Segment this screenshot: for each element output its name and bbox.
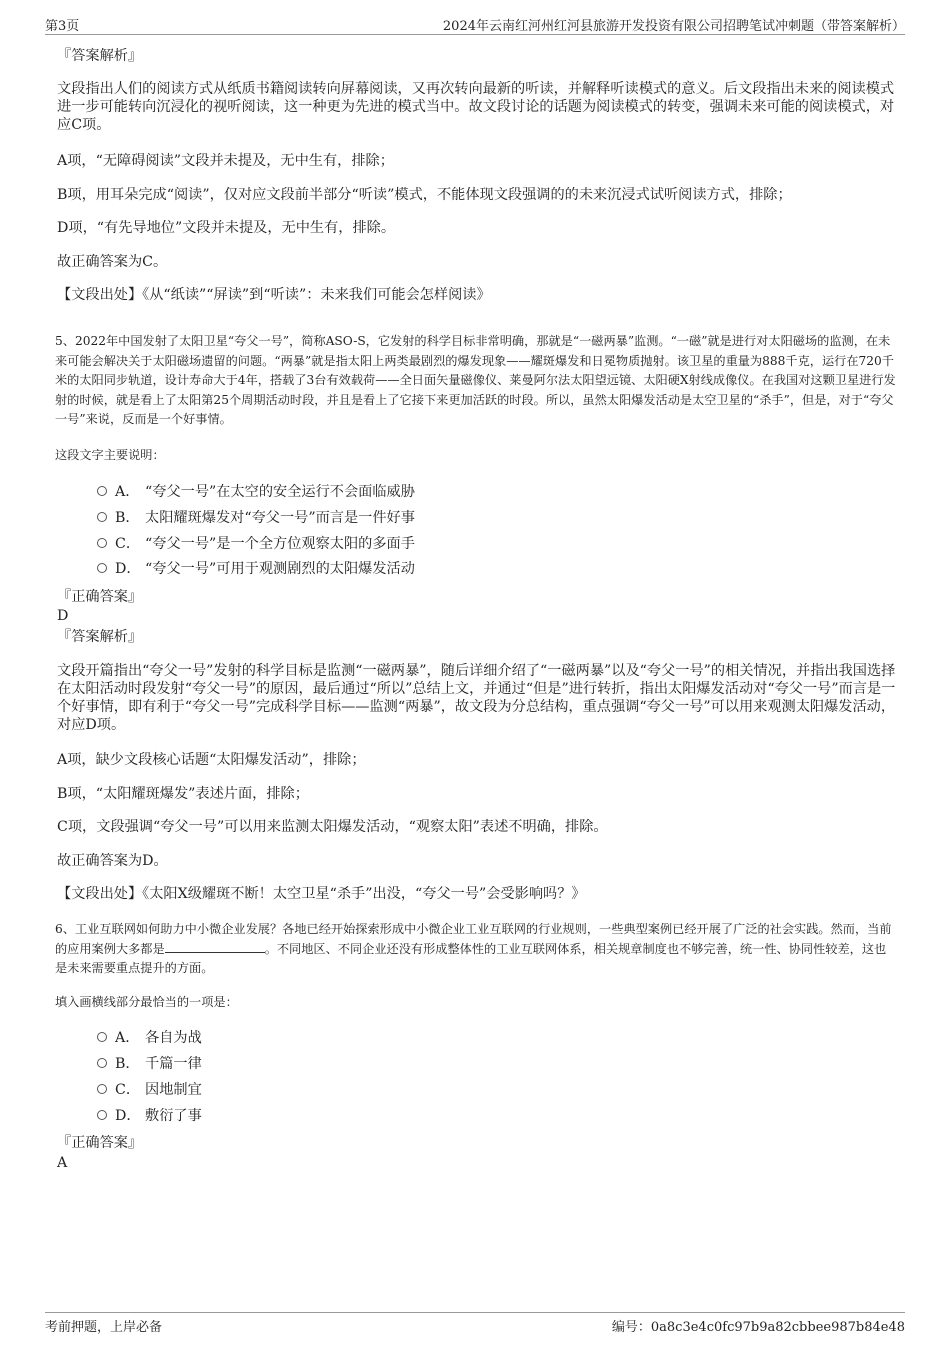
q5-option-b-analysis: B项，“太阳耀斑爆发”表述片面，排除； (57, 786, 309, 802)
q6-stem: 6、工业互联网如何助力中小微企业发展？各地已经开始探索形成中小微企业工业互联网的行业规则，一些典型案例已经开展了广泛的社会实践。然而，当前的应用案例大多都是 。不同地区、不同企业还没有形成整体性的工业互联网体系，相关规章制度也不够完善，统一性、协同性较差，这也是未来需要重点提升的方面。 (55, 922, 892, 975)
q4-option-a-analysis: A项，“无障碍阅读”文段并未提及，无中生有，排除； (57, 153, 394, 169)
document-title: 2024年云南红河州红河县旅游开发投资有限公司招聘笔试冲刺题（带答案解析） (442, 19, 905, 34)
q6-option-a[interactable]: A． 各自为战 (97, 1028, 202, 1048)
q4-option-d-analysis: D项，“有先导地位”文段并未提及，无中生有，排除。 (57, 220, 396, 236)
q5-option-c[interactable]: C． “夸父一号”是一个全方位观察太阳的多面手 (97, 534, 415, 554)
radio-icon[interactable] (97, 1110, 107, 1120)
q5-stem: 5、2022年中国发射了太阳卫星“夸父一号”，简称ASO-S，它发射的科学目标非常明确，那就是“一磁两暴”监测。“一磁”就是进行对太阳磁场的监测，在未来可能会解决关于太阳磁场遗留的问题。“两暴”就是指太阳上两类最剧烈的爆发现象——耀斑爆发和日冕物质抛射。该卫星的重量为888千克，运行在720千米的太阳同步轨道，设计寿命大于4年，搭载了3台有效载荷——全日面矢量磁像仪、莱曼阿尔法太阳望远镜、太阳硬X射线成像仪。在我国对这颗卫星进行发射的时候，就是看上了太阳第25个周期活动时段，并且是看上了它接下来更加活跃的时段。所以，虽然太阳爆发活动是太空卫星的“杀手”，但是，对于“夸父一号”来说，反而是一个好事情。 (55, 334, 896, 426)
radio-icon[interactable] (97, 1084, 107, 1094)
q5-answer: D (57, 608, 69, 624)
q5-conclusion: 故正确答案为D。 (57, 853, 168, 869)
q6-option-c[interactable]: C． 因地制宜 (97, 1080, 202, 1100)
q6-answer-label: 『正确答案』 (57, 1135, 143, 1151)
q5-option-a[interactable]: A． “夸父一号”在太空的安全运行不会面临威胁 (97, 482, 415, 502)
q5-source: 【文段出处】《太阳X级耀斑不断！太空卫星“杀手”出没，“夸父一号”会受影响吗？》 (57, 886, 586, 902)
q5-answer-label: 『正确答案』 (57, 589, 143, 605)
q5-option-c-analysis: C项，文段强调“夸父一号”可以用来监测太阳爆发活动，“观察太阳”表述不明确，排除。 (57, 819, 608, 835)
q4-analysis: 文段指出人们的阅读方式从纸质书籍阅读转向屏幕阅读，又再次转向最新的听读，并解释听读模式的意义。后文段指出未来的阅读模式进一步可能转向沉浸化的视听阅读，这一种更为先进的模式当中。故文段讨论的话题为阅读模式的转变，强调未来可能的阅读模式，对应C项。 (57, 81, 895, 133)
q5-question: 这段文字主要说明： (55, 448, 165, 462)
q5-option-a-analysis: A项，缺少文段核心话题“太阳爆发活动”，排除； (57, 752, 366, 768)
radio-icon[interactable] (97, 538, 107, 548)
page-footer (45, 1312, 905, 1337)
q6-option-d[interactable]: D． 敷衍了事 (97, 1106, 202, 1126)
q4-source: 【文段出处】《从“纸读”“屏读”到“听读”：未来我们可能会怎样阅读》 (57, 287, 491, 303)
q5-analysis: 文段开篇指出“夸父一号”发射的科学目标是监测“一磁两暴”，随后详细介绍了“一磁两暴”以及“夸父一号”的相关情况，并指出我国选择在太阳活动时段发射“夸父一号”的原因，最后通过“所以”总结上文，并通过“但是”进行转折，指出太阳爆发活动对“夸父一号”而言是一个好事情，即有利于“夸父一号”完成科学目标——监测“两暴”，故文段为分总结构，重点强调“夸父一号”可以用来观测太阳爆发活动，对应D项。 (57, 663, 896, 733)
q4-conclusion: 故正确答案为C。 (57, 254, 168, 270)
footer-slogan: 考前押题，上岸必备 (45, 1320, 163, 1335)
q6-answer: A (57, 1155, 68, 1171)
q5-option-d[interactable]: D． “夸父一号”可用于观测剧烈的太阳爆发活动 (97, 559, 415, 579)
page-number: 第3页 (45, 19, 80, 34)
q6-option-b[interactable]: B． 千篇一律 (97, 1054, 202, 1074)
radio-icon[interactable] (97, 563, 107, 573)
q4-analysis-label: 『答案解析』 (57, 48, 143, 64)
radio-icon[interactable] (97, 1058, 107, 1068)
q4-option-b-analysis: B项，用耳朵完成“阅读”，仅对应文段前半部分“听读”模式，不能体现文段强调的的未来沉浸式试听阅读方式，排除； (57, 187, 792, 203)
page-header (45, 12, 905, 35)
radio-icon[interactable] (97, 486, 107, 496)
q5-analysis-label: 『答案解析』 (57, 629, 143, 645)
radio-icon[interactable] (97, 1032, 107, 1042)
fill-blank (165, 940, 265, 953)
q5-option-b[interactable]: B． 太阳耀斑爆发对“夸父一号”而言是一件好事 (97, 508, 415, 528)
radio-icon[interactable] (97, 512, 107, 522)
document-id: 编号：0a8c3e4c0fc97b9a82cbbee987b84e48 (611, 1320, 905, 1335)
q6-question: 填入画横线部分最恰当的一项是： (55, 995, 238, 1009)
